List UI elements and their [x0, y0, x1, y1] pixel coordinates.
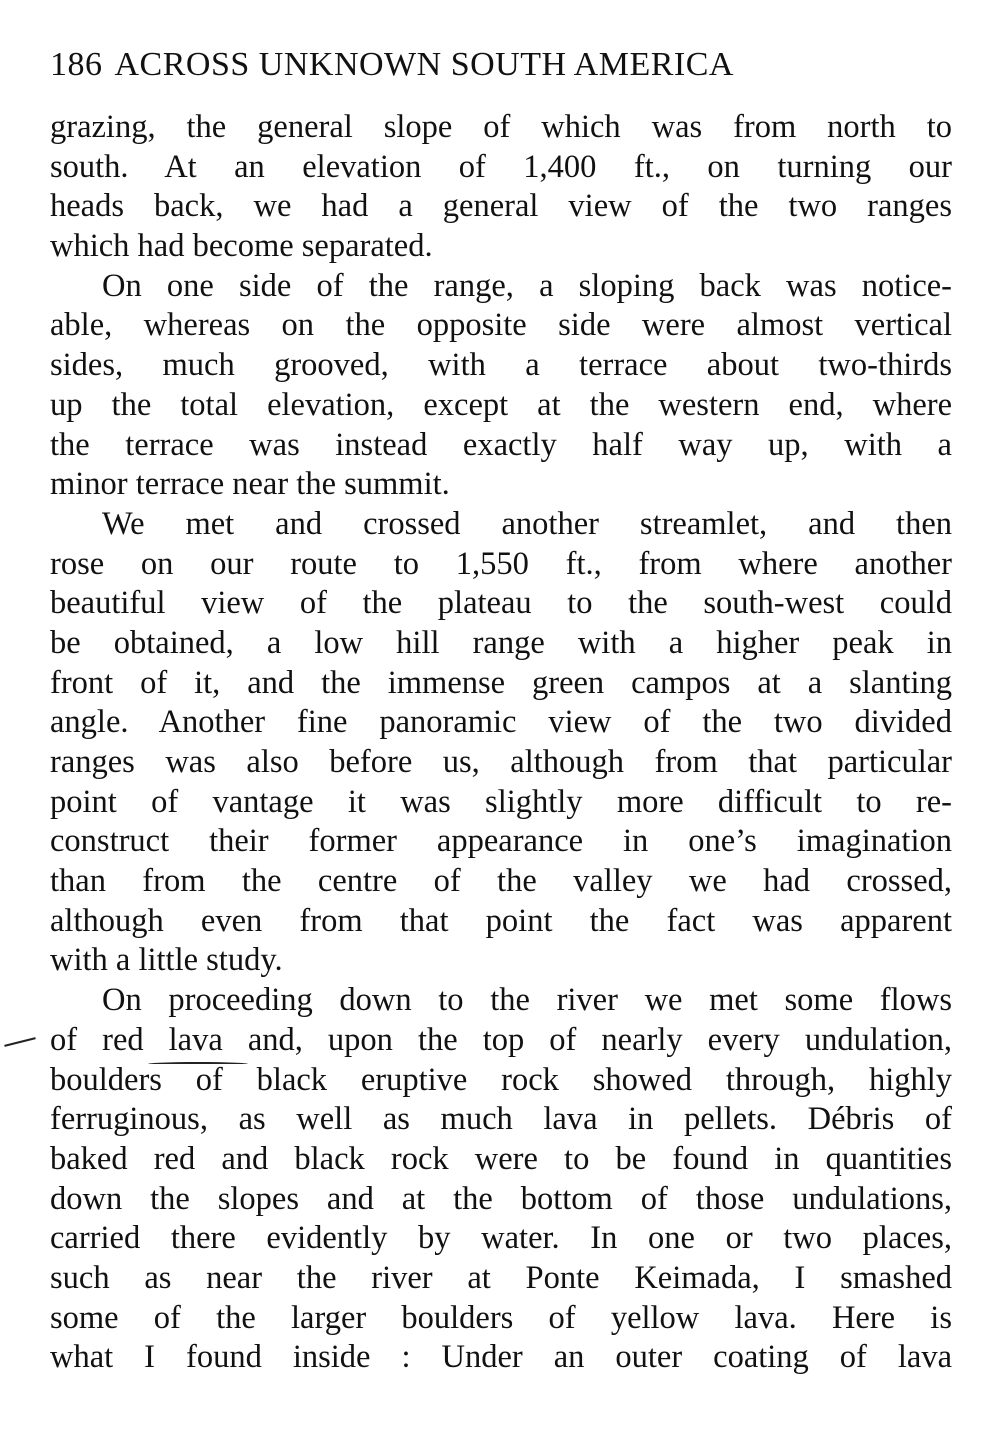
text-line: able, whereas on the opposite side were almost vertical [50, 307, 952, 344]
text-line: although even from that point the fact was apparent [50, 902, 952, 939]
text-line: what I found inside : Under an outer coating of lava [50, 1339, 952, 1376]
text-line: some of the larger boulders of yellow lava. Here is [50, 1299, 952, 1336]
text-line: construct their former appearance in one’s imagination [50, 823, 952, 860]
text-line: point of vantage it was slightly more difficult to re- [50, 783, 952, 820]
text-line: ranges was also before us, although from that particular [50, 744, 952, 780]
text-line: grazing, the general slope of which was from north to [50, 109, 952, 145]
text-line: rose on our route to 1,550 ft., from where another [50, 545, 952, 582]
text-line: than from the centre of the valley we had crossed, [50, 863, 952, 900]
text-line: down the slopes and at the bottom of those undulations, [50, 1180, 952, 1217]
text-line: ferruginous, as well as much lava in pellets. Débris of [50, 1101, 952, 1138]
text-line: be obtained, a low hill range with a higher peak in [50, 624, 952, 661]
text-line: sides, much grooved, with a terrace about two-thirds [50, 347, 952, 384]
text-line: the terrace was instead exactly half way up, with a [50, 426, 952, 463]
running-header [50, 46, 880, 84]
text-line: boulders of black eruptive rock showed through, highly [50, 1061, 952, 1098]
text-line: such as near the river at Ponte Keimada, I smashed [50, 1259, 952, 1296]
body-text [50, 108, 952, 1378]
text-line: beautiful view of the plateau to the south-west could [50, 585, 952, 622]
text-line: minor terrace near the summit. [50, 466, 450, 503]
text-line: front of it, and the immense green campos at a slanting [50, 664, 952, 701]
pencil-margin-mark [4, 1037, 36, 1047]
text-line: On proceeding down to the river we met some flows [102, 982, 952, 1019]
text-line: carried there evidently by water. In one or two places, [50, 1220, 952, 1257]
text-line: of red lava and, upon the top of nearly every undulation, [50, 1021, 952, 1058]
running-title: ACROSS UNKNOWN SOUTH AMERICA [114, 46, 734, 83]
page-number: 186 [50, 46, 103, 83]
text-line: which had become separated. [50, 228, 433, 265]
text-line: On one side of the range, a sloping back was notice- [102, 267, 952, 304]
text-line: heads back, we had a general view of the two ranges [50, 188, 952, 225]
text-line: with a little study. [50, 942, 283, 979]
text-line: baked red and black rock were to be found in quantities [50, 1140, 952, 1177]
pencil-underline-mark [148, 1062, 248, 1066]
text-line: south. At an elevation of 1,400 ft., on turning our [50, 148, 952, 185]
text-line: angle. Another fine panoramic view of the two divided [50, 704, 952, 741]
text-line: up the total elevation, except at the western end, where [50, 386, 952, 423]
text-line: We met and crossed another streamlet, and then [102, 505, 952, 542]
